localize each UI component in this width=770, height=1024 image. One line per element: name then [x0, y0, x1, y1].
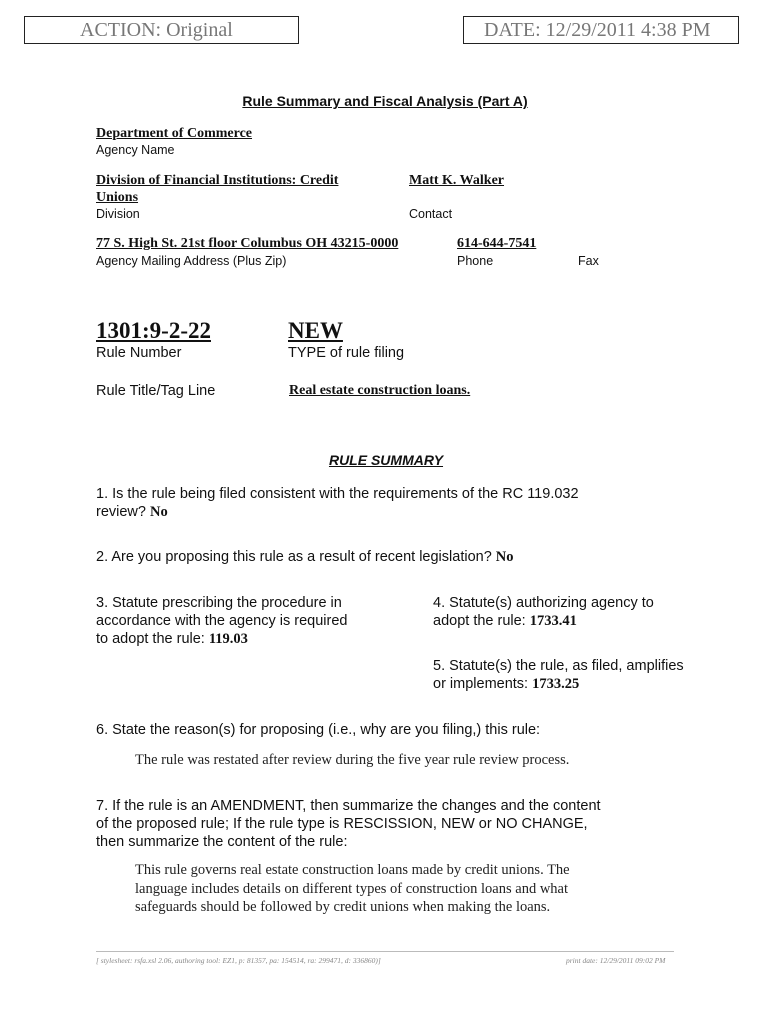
- question-1: [96, 485, 696, 521]
- question-4-answer: 1733.41: [529, 613, 577, 629]
- agency-phone: 614-644-7541: [457, 236, 537, 251]
- rule-title: Real estate construction loans.: [289, 383, 471, 398]
- agency-name-label: Agency Name: [96, 143, 175, 157]
- division-label: Division: [96, 207, 140, 221]
- question-7-answer-line2: language includes details on different types of construction loans and what: [135, 880, 569, 897]
- question-7-line1: 7. If the rule is an AMENDMENT, then summarize the changes and the content: [96, 798, 601, 814]
- question-3-line3: [96, 630, 416, 648]
- question-4-line2-text: adopt the rule:: [433, 613, 526, 629]
- phone-label: Phone: [457, 254, 494, 268]
- footer-divider: [96, 951, 674, 952]
- question-7: [96, 797, 736, 851]
- question-1-line1: 1. Is the rule being filed consistent with the requirements of the RC 119.032: [96, 486, 579, 502]
- agency-address: 77 S. High St. 21st floor Columbus OH 43215-0000: [96, 236, 399, 251]
- rule-summary-heading-text: RULE SUMMARY: [328, 452, 444, 468]
- question-2-answer: No: [495, 549, 514, 565]
- question-1-line2-text: review?: [96, 504, 146, 520]
- rule-title-label: Rule Title/Tag Line: [96, 383, 216, 399]
- question-7-answer-line1: This rule governs real estate construction loans made by credit unions. The: [135, 862, 570, 878]
- question-7-line2: of the proposed rule; If the rule type is RESCISSION, NEW or NO CHANGE,: [96, 816, 588, 832]
- question-2-text: 2. Are you proposing this rule as a result of recent legislation?: [96, 549, 492, 565]
- rule-summary-heading: [0, 452, 770, 468]
- question-5: [433, 657, 743, 693]
- contact-name: Matt K. Walker: [409, 173, 505, 188]
- rule-number: 1301:9-2-22: [96, 318, 211, 343]
- question-4: [433, 594, 733, 630]
- rule-type-label: TYPE of rule filing: [288, 345, 405, 361]
- division-line2: Unions: [96, 190, 139, 205]
- question-6: 6. State the reason(s) for proposing (i.e., why are you filing,) this rule:: [96, 722, 541, 738]
- action-box: [24, 16, 299, 44]
- agency-name: Department of Commerce: [96, 126, 253, 141]
- division-line1: Division of Financial Institutions: Credit: [96, 173, 339, 188]
- address-label: Agency Mailing Address (Plus Zip): [96, 254, 287, 268]
- question-3-line3-text: to adopt the rule:: [96, 631, 205, 647]
- question-7-answer-line3: safeguards should be followed by credit unions when making the loans.: [135, 899, 551, 915]
- question-1-answer: No: [150, 504, 168, 520]
- rule-number-label: Rule Number: [96, 345, 182, 361]
- question-3-answer: 119.03: [208, 631, 248, 647]
- question-2: [96, 548, 696, 566]
- question-7-answer: [135, 861, 695, 917]
- footer-print-date: print date: 12/29/2011 09:02 PM: [566, 956, 666, 965]
- question-3-line2: accordance with the agency is required: [96, 613, 348, 629]
- date-box: [463, 16, 739, 44]
- question-4-line2: [433, 612, 733, 630]
- question-4-line1: 4. Statute(s) authorizing agency to: [433, 595, 654, 611]
- footer-stylesheet-info: [ stylesheet: rsfa.xsl 2.06, authoring tool: EZ1, p: 81357, pa: 154514, ra: 299471, d: 336860)]: [96, 956, 381, 965]
- contact-label: Contact: [409, 207, 453, 221]
- action-text: ACTION: Original: [80, 19, 233, 41]
- page-title: Rule Summary and Fiscal Analysis (Part A): [242, 93, 528, 109]
- question-1-line2: [96, 503, 696, 521]
- question-5-answer: 1733.25: [532, 676, 580, 692]
- question-5-line2: [433, 675, 743, 693]
- question-6-answer: The rule was restated after review during the five year rule review process.: [135, 752, 570, 768]
- question-7-line3: then summarize the content of the rule:: [96, 834, 348, 850]
- rule-type: NEW: [288, 318, 343, 343]
- date-text: DATE: 12/29/2011 4:38 PM: [484, 19, 711, 41]
- fax-label: Fax: [578, 254, 599, 268]
- question-5-line1: 5. Statute(s) the rule, as filed, amplifies: [433, 658, 684, 674]
- question-3-line1: 3. Statute prescribing the procedure in: [96, 595, 342, 611]
- question-5-line2-text: or implements:: [433, 676, 529, 692]
- question-3: [96, 594, 416, 648]
